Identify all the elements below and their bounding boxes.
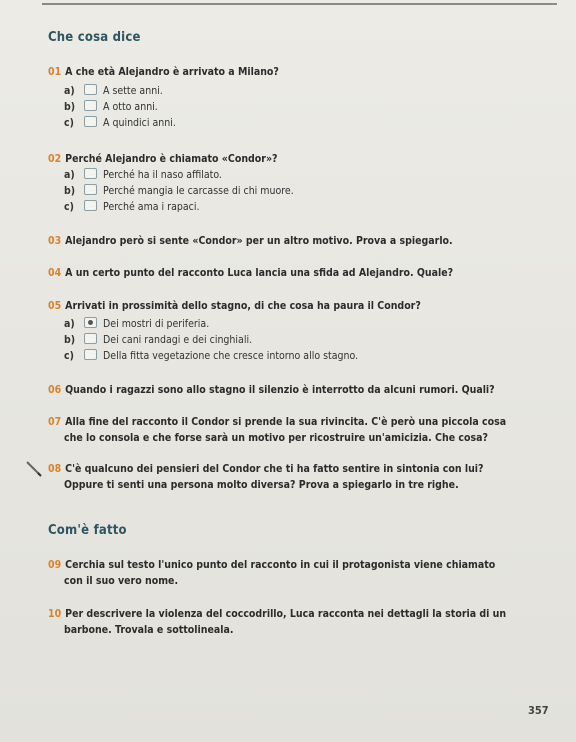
q01-option-a[interactable] [64,84,163,98]
question-number: 10 [48,608,62,620]
question-05 [48,298,548,314]
option-letter: a) [64,85,75,97]
option-text: Della fitta vegetazione che cresce intorno allo stagno. [103,350,359,362]
option-letter: c) [64,201,74,213]
option-text: Dei cani randagi e dei cinghiali. [103,334,253,346]
question-number: 07 [48,416,62,428]
page-number: 357 [528,704,549,717]
question-text-line1: Per descrivere la violenza del coccodrillo, Luca racconta nei dettagli la storia di un [65,608,507,620]
option-text: Dei mostri di periferia. [103,318,210,330]
question-number: 02 [48,153,62,165]
checkbox[interactable] [84,349,97,360]
q05-option-c[interactable] [64,349,358,363]
q01-option-b[interactable] [64,100,158,114]
checkbox[interactable] [84,116,97,127]
question-text: Alejandro però si sente «Condor» per un altro motivo. Prova a spiegarlo. [65,235,453,247]
option-text: Perché ha il naso affilato. [103,169,222,181]
question-text: Quando i ragazzi sono allo stagno il silenzio è interrotto da alcuni rumori. Quali? [65,384,495,396]
section-title-how-it-is-made: Com'è fatto [48,523,127,538]
question-09 [48,557,548,589]
question-number: 09 [48,559,62,571]
question-text: A che età Alejandro è arrivato a Milano? [65,66,279,78]
option-letter: a) [64,169,75,181]
option-text: A quindici anni. [103,117,176,129]
question-number: 04 [48,267,62,279]
checkbox[interactable] [84,84,97,95]
question-08 [48,461,548,493]
checkbox[interactable] [84,168,97,179]
q05-option-b[interactable] [64,333,252,347]
checkbox-checked[interactable] [84,317,97,328]
option-text: A sette anni. [103,85,163,97]
question-text-line2: che lo consola e che forse sarà un motivo per ricostruire un'amicizia. Che cosa? [64,432,488,444]
question-text: Perché Alejandro è chiamato «Condor»? [65,153,278,165]
question-01 [48,64,548,80]
question-text-line2: con il suo vero nome. [64,575,179,587]
option-letter: a) [64,318,75,330]
question-text-line2: barbone. Trovala e sottolineala. [64,624,234,636]
option-letter: c) [64,117,74,129]
checkbox[interactable] [84,184,97,195]
option-letter: b) [64,334,76,346]
question-10 [48,606,548,638]
q02-option-a[interactable] [64,168,222,182]
q05-option-a[interactable] [64,317,209,331]
question-text-line2: Oppure ti senti una persona molto diversa? Prova a spiegarlo in tre righe. [64,479,459,491]
option-text: Perché mangia le carcasse di chi muore. [103,185,294,197]
question-text-line1: Alla fine del racconto il Condor si prende la sua rivincita. C'è però una piccola cosa [65,416,507,428]
option-text: A otto anni. [103,101,158,113]
question-text: Arrivati in prossimità dello stagno, di che cosa ha paura il Condor? [65,300,421,312]
option-letter: c) [64,350,74,362]
question-number: 08 [48,463,62,475]
option-text: Perché ama i rapaci. [103,201,200,213]
q02-option-c[interactable] [64,200,199,214]
question-03 [48,233,548,249]
question-text-line1: C'è qualcuno dei pensieri del Condor che ti ha fatto sentire in sintonia con lui? [65,463,484,475]
option-letter: b) [64,185,76,197]
option-letter: b) [64,101,76,113]
question-text: A un certo punto del racconto Luca lancia una sfida ad Alejandro. Quale? [65,267,454,279]
checkbox[interactable] [84,333,97,344]
pencil-icon [26,461,42,477]
question-number: 06 [48,384,62,396]
question-07 [48,414,548,446]
question-text-line1: Cerchia sul testo l'unico punto del racconto in cui il protagonista viene chiamato [65,559,496,571]
question-06 [48,382,548,398]
top-rule [42,3,557,5]
question-04 [48,265,548,281]
q02-option-b[interactable] [64,184,294,198]
question-number: 05 [48,300,62,312]
question-02 [48,151,548,167]
checkbox[interactable] [84,100,97,111]
section-title-what-it-says: Che cosa dice [48,30,141,45]
question-number: 03 [48,235,62,247]
checkbox[interactable] [84,200,97,211]
question-number: 01 [48,66,62,78]
q01-option-c[interactable] [64,116,176,130]
